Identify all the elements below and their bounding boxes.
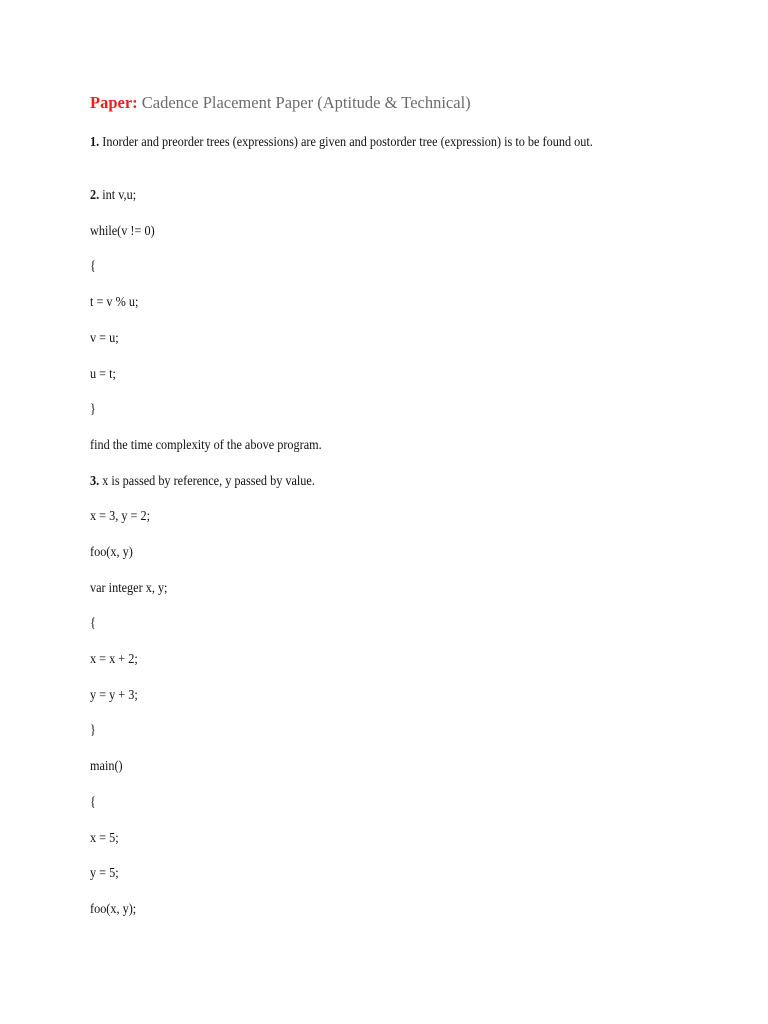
code-line: { xyxy=(90,794,96,809)
code-line: while(v != 0) xyxy=(90,223,155,238)
question-1 xyxy=(90,133,648,151)
code-line: y = 5; xyxy=(90,865,119,880)
paper-title-label: Paper: xyxy=(90,93,138,112)
code-line: x = x + 2; xyxy=(90,651,138,666)
code-line: var integer x, y; xyxy=(90,580,168,595)
code-line: x = 5; xyxy=(90,830,119,845)
paper-title xyxy=(90,93,471,113)
question-1-text: Inorder and preorder trees (expressions) are given and postorder tree (expression) is to be found out. xyxy=(102,134,593,149)
code-line: y = y + 3; xyxy=(90,687,138,702)
code-line: t = v % u; xyxy=(90,294,139,309)
code-line: foo(x, y); xyxy=(90,901,137,916)
question-3 xyxy=(90,472,315,490)
code-line: main() xyxy=(90,758,123,773)
code-line: x = 3, y = 2; xyxy=(90,508,151,523)
question-3-number: 3. xyxy=(90,473,100,488)
code-line: } xyxy=(90,401,96,416)
question-2 xyxy=(90,186,136,204)
code-line: v = u; xyxy=(90,330,119,345)
question-2-number: 2. xyxy=(90,187,100,202)
question-2-text: int v,u; xyxy=(102,187,137,202)
question-2-prompt: find the time complexity of the above program. xyxy=(90,437,322,452)
code-line: { xyxy=(90,615,96,630)
question-3-text: x is passed by reference, y passed by value. xyxy=(102,473,315,488)
code-line: } xyxy=(90,722,96,737)
code-line: u = t; xyxy=(90,366,116,381)
question-1-number: 1. xyxy=(90,134,100,149)
code-line: { xyxy=(90,258,96,273)
code-line: foo(x, y) xyxy=(90,544,133,559)
paper-title-text: Cadence Placement Paper (Aptitude & Technical) xyxy=(141,93,471,112)
